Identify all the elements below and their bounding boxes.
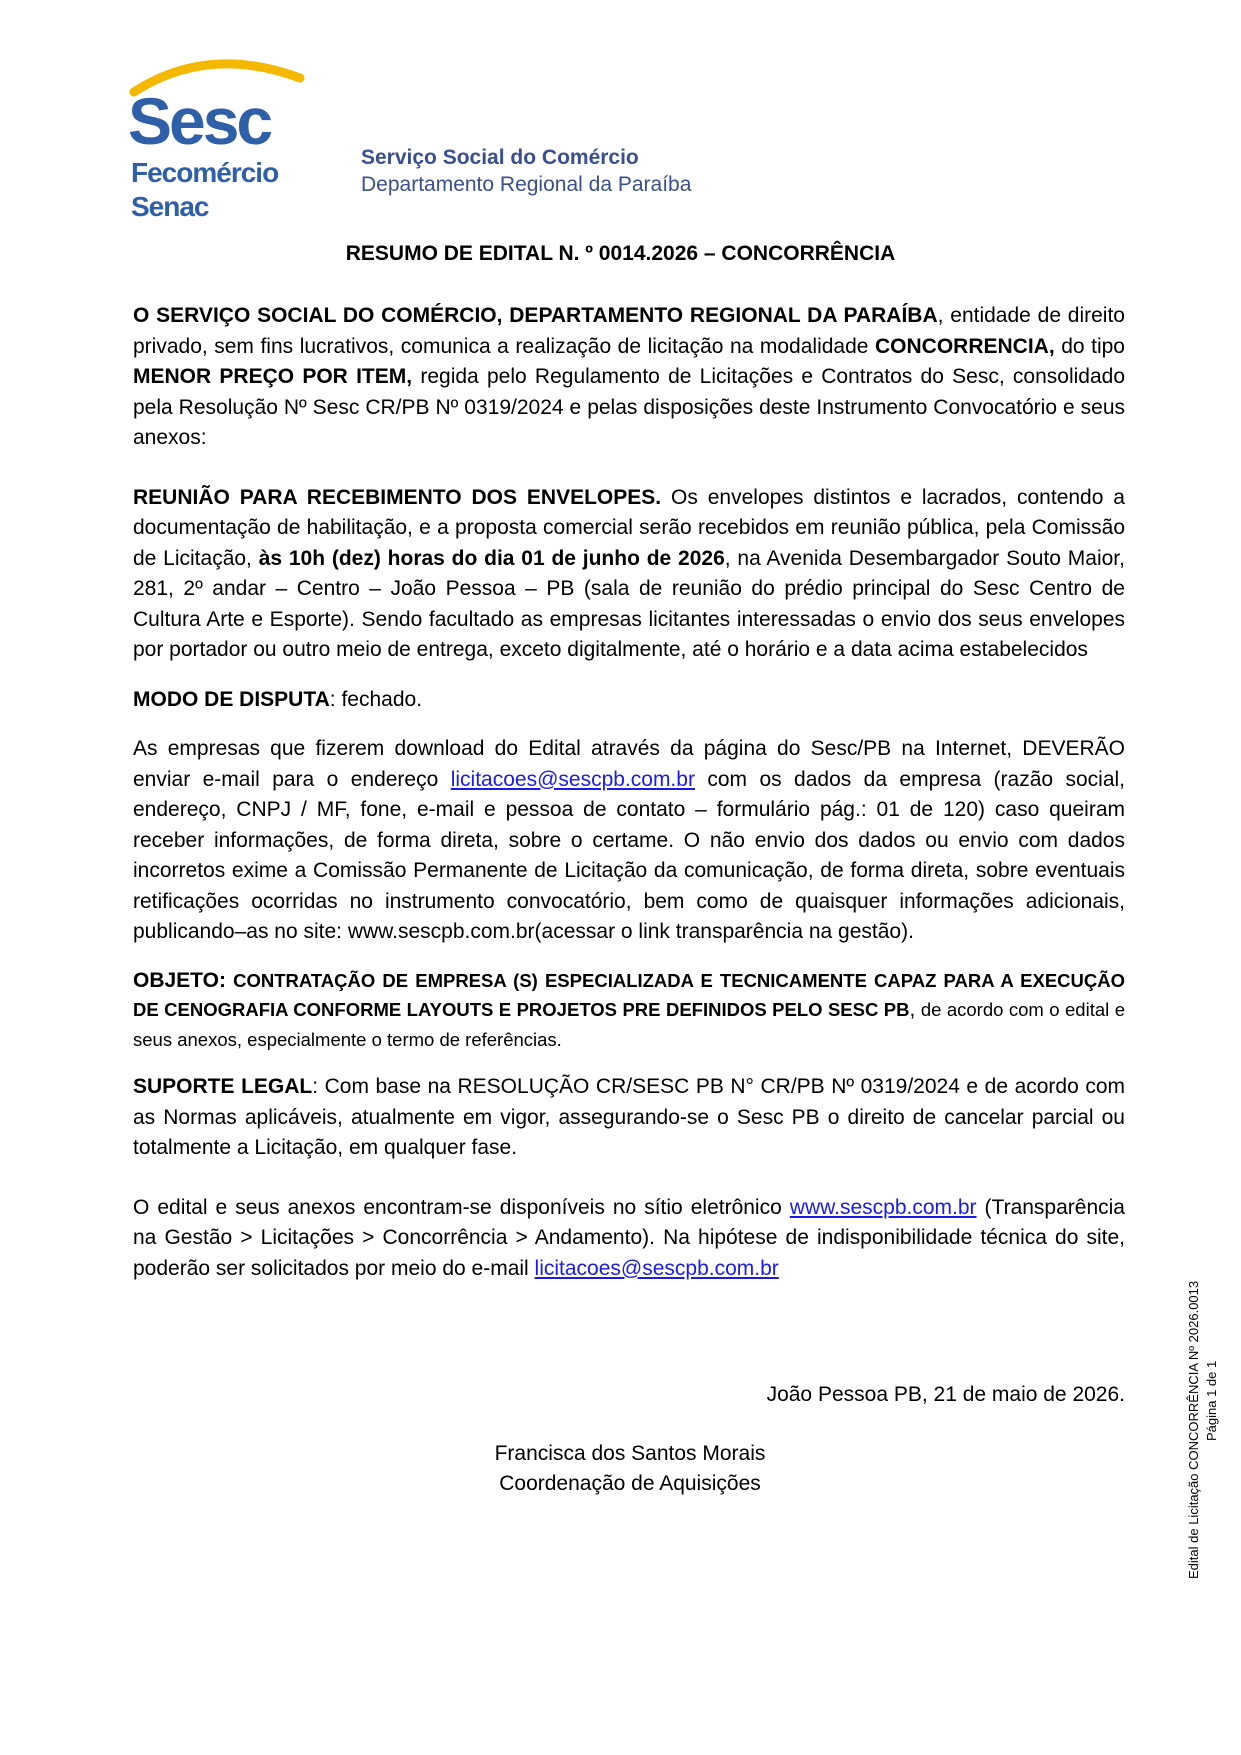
object-heading: OBJETO: [133,968,226,992]
side-note-page: Página 1 de 1 [1204,1360,1219,1441]
availability-paragraph [133,1193,1125,1285]
email-link-2[interactable]: licitacoes@sescpb.com.br [534,1256,779,1280]
intro-bold-type: MENOR PREÇO POR ITEM, [133,365,413,388]
org-department: Departamento Regional da Paraíba [361,173,692,196]
object-note: de acordo com o edital e seus anexos, especialmente o termo de referências. [133,999,1125,1050]
download-text-2: com os dados da empresa (razão social, endereço, CNPJ / MF, fone, e-mail e pessoa de contato – formulário pág.: 01 de 120) caso queiram receber informações, de forma direta, sobre o certame. O não envio dos dados ou envio com dados incorretos exime a Comissão Permanente de Licitação da comunicação, de forma direta, sobre eventuais retificações ocorridas no instrumento convocatório, bem como de quaisquer informações adicionais, publicando–as no site: www.sescpb.com.br(acessar o link transparência na gestão). [133,767,1125,943]
legal-support-paragraph [133,1072,1125,1164]
logo-sesc-text: Sesc [128,84,271,158]
meeting-text-2: , na Avenida Desembargador Souto Maior, 281, 2º andar – Centro – João Pessoa – PB (sala de reunião do prédio principal do Sesc Centro de Cultura Arte e Esporte). Sendo facultado as empresas licitantes interessadas o envio dos seus envelopes por portador ou outro meio de entrega, exceto digitalmente, até o horário e a data acima estabelecidos [133,546,1125,661]
meeting-datetime: às 10h (dez) horas do dia 01 de junho de 2026 [258,546,725,570]
object-description: CONTRATAÇÃO DE EMPRESA (S) ESPECIALIZADA E TECNICAMENTE CAPAZ PARA A EXECUÇÃO DE CENOGRAFIA CONFORME LAYOUTS E PROJETOS PRE DEFINIDOS PELO SESC PB [133,969,1125,1020]
availability-text-2: (Transparência na Gestão > Licitações > Concorrência > Andamento). Na hipótese de indisponibilidade técnica do site, poderão ser solicitados por meio do e-mail [133,1195,1125,1280]
intro-bold-modality: CONCORRENCIA, [875,334,1055,358]
dispute-mode-value: : fechado. [329,687,423,711]
availability-text-1: O edital e seus anexos encontram-se disponíveis no sítio eletrônico [133,1195,790,1219]
side-note-title: Edital de Licitação CONCORRÊNCIA Nº 2026.0013 [1186,1280,1201,1579]
sesc-logo [128,52,308,242]
legal-support-heading: SUPORTE LEGAL [133,1075,313,1098]
dispute-mode-heading: MODO DE DISPUTA [133,687,330,711]
legal-support-text: : Com base na RESOLUÇÃO CR/SESC PB N° CR/PB Nº 0319/2024 e de acordo com as Normas aplicáveis, atualmente em vigor, assegurando-se o Sesc PB o direito de cancelar parcial ou totalmente a Licitação, em qualquer fase. [133,1075,1126,1159]
object-paragraph [133,966,1125,1055]
signature-block [0,1439,1241,1499]
dispute-mode-paragraph [133,685,1125,716]
signatory-role: Coordenação de Aquisições [499,1472,761,1495]
side-margin-note [1185,1239,1221,1579]
meeting-text-1: Os envelopes distintos e lacrados, contendo a documentação de habilitação, e a proposta comercial serão recebidos em reunião pública, pela Comissão de Licitação, [133,485,1125,570]
document-title: RESUMO DE EDITAL N. º 0014.2026 – CONCORRÊNCIA [345,242,896,265]
signatory-name: Francisca dos Santos Morais [494,1442,766,1465]
intro-text-2: do tipo [1054,334,1125,358]
meeting-heading: REUNIÃO PARA RECEBIMENTO DOS ENVELOPES. [133,485,662,509]
meeting-paragraph [133,483,1125,666]
email-link[interactable]: licitacoes@sescpb.com.br [450,767,695,791]
intro-paragraph [133,301,1125,454]
document-body [133,301,1125,1284]
intro-bold-org: O SERVIÇO SOCIAL DO COMÉRCIO, DEPARTAMENTO REGIONAL DA PARAÍBA [133,304,938,327]
org-name: Serviço Social do Comércio [361,146,639,169]
website-link[interactable]: www.sescpb.com.br [789,1195,977,1219]
intro-text-3: regida pelo Regulamento de Licitações e Contratos do Sesc, consolidado pela Resolução Nº Sesc CR/PB Nº 0319/2024 e pelas disposições deste Instrumento Convocatório e seus anexos: [133,365,1125,449]
organization-header [361,144,691,198]
document-date: João Pessoa PB, 21 de maio de 2026. [766,1383,1125,1406]
object-comma: , [909,998,916,1021]
intro-text-1: , entidade de direito privado, sem fins lucrativos, comunica a realização de licitação na modalidade [133,304,1125,358]
logo-fecomercio-text: Fecomércio [131,157,279,188]
download-text-1: As empresas que fizerem download do Edital através da página do Sesc/PB na Internet, DEVERÃO enviar e-mail para o endereço [133,737,1125,791]
download-paragraph [133,734,1125,948]
logo-senac-text: Senac [131,191,209,222]
